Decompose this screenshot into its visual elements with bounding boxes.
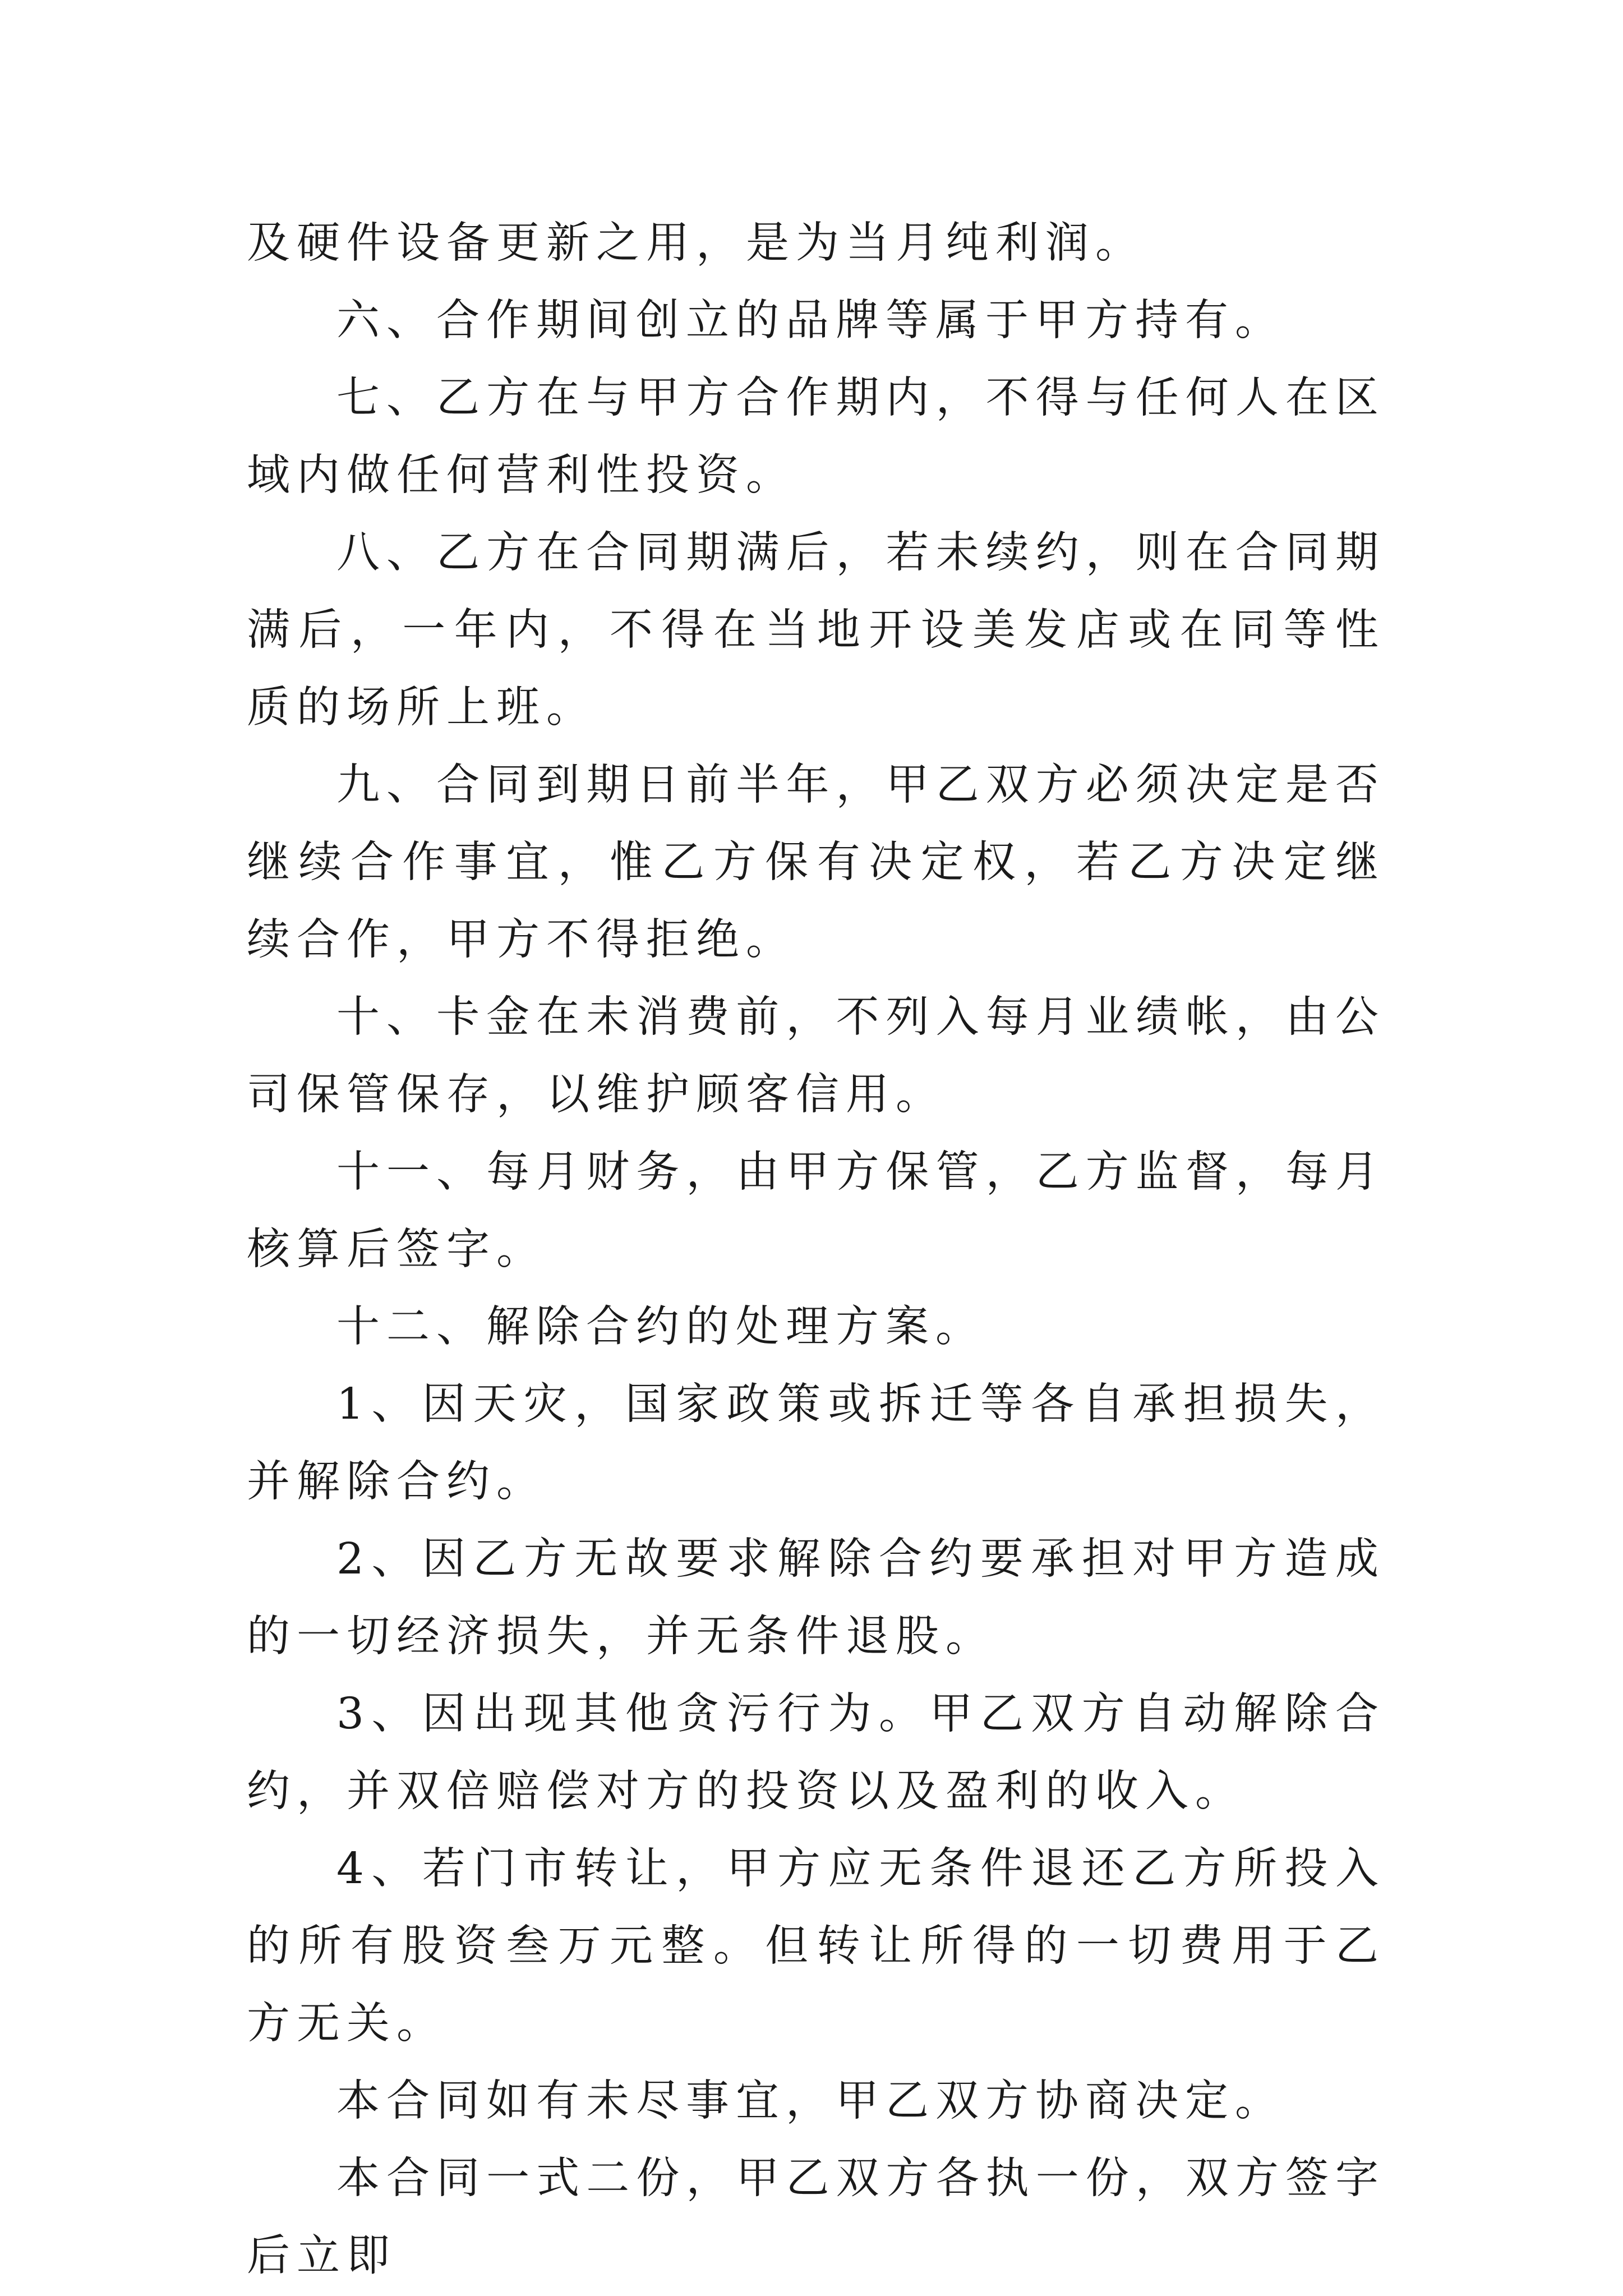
paragraph-continuation: 及硬件设备更新之用，是为当月纯利润。 — [247, 218, 1145, 268]
clause-12-item-4: 4、若门市转让，甲方应无条件退还乙方所投入的所有股资叁万元整。但转让所得的一切费用于乙方无关。 — [247, 1844, 1385, 2049]
clause-9: 九、合同到期日前半年，甲乙双方必须决定是否继续合作事宜，惟乙方保有决定权，若乙方决定继续合作，甲方不得拒绝。 — [247, 760, 1385, 965]
clause-12-item-1: 1、因天灾，国家政策或拆迁等各自承担损失，并解除合约。 — [247, 1379, 1385, 1507]
clause-11: 十一、每月财务，由甲方保管，乙方监督，每月核算后签字。 — [247, 1147, 1385, 1274]
clause-12-item-3: 3、因出现其他贪污行为。甲乙双方自动解除合约，并双倍赔偿对方的投资以及盈利的收入。 — [247, 1689, 1385, 1816]
clause-7: 七、乙方在与甲方合作期内，不得与任何人在区域内做任何营利性投资。 — [247, 373, 1385, 500]
closing-copies: 本合同一式二份，甲乙双方各执一份，双方签字后立即 — [247, 2154, 1385, 2281]
closing-note: 本合同如有未尽事宜，甲乙双方协商决定。 — [336, 2076, 1285, 2126]
clause-8: 八、乙方在合同期满后，若未续约，则在合同期满后，一年内，不得在当地开设美发店或在同等性质的场所上班。 — [247, 528, 1385, 733]
document-body — [247, 205, 1385, 2295]
clause-10: 十、卡金在未消费前，不列入每月业绩帐，由公司保管保存，以维护顾客信用。 — [247, 992, 1385, 1120]
clause-6: 六、合作期间创立的品牌等属于甲方持有。 — [336, 296, 1285, 346]
clause-12: 十二、解除合约的处理方案。 — [336, 1302, 985, 1352]
clause-12-item-2: 2、因乙方无故要求解除合约要承担对甲方造成的一切经济损失，并无条件退股。 — [247, 1534, 1385, 1662]
